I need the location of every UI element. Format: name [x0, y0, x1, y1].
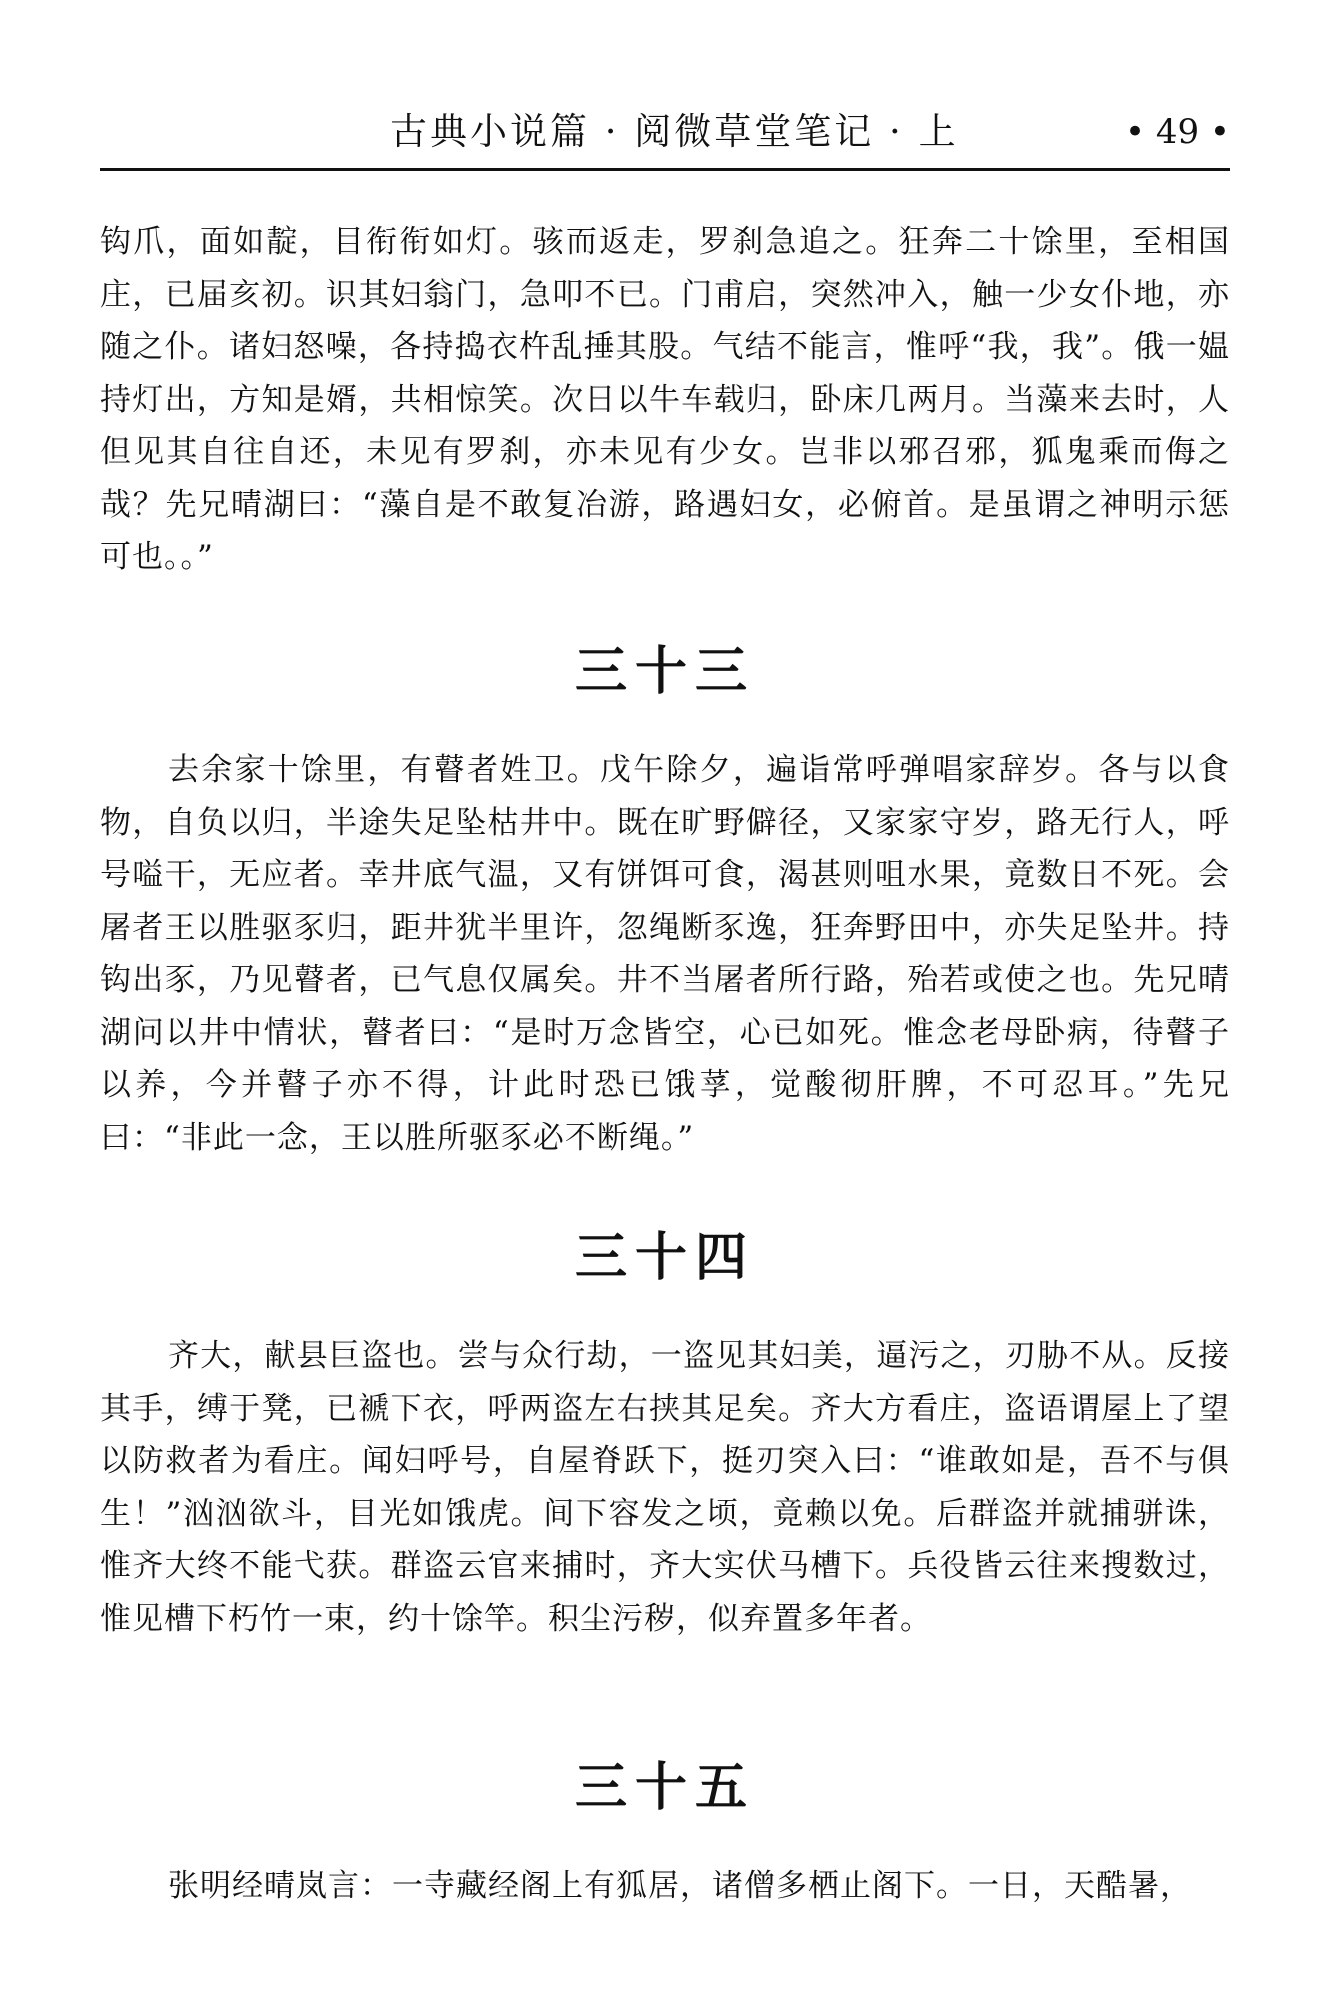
section-paragraph-33: 去余家十馀里，有瞽者姓卫。戊午除夕，遍诣常呼弹唱家辞岁。各与以食物，自负以归，半途失足坠枯井中。既在旷野僻径，又家家守岁，路无行人，呼号嗌干，无应者。幸井底气温，又有饼饵可食，渴甚则咀水果，竟数日不死。会屠者王以胜驱豕归，距井犹半里许，忽绳断豕逸，狂奔野田中，亦失足坠井。持钩出豕，乃见瞽者，已气息仅属矣。井不当屠者所行路，殆若或使之也。先兄晴湖问以井中情状，瞽者曰：“是时万念皆空，心已如死。惟念老母卧病，待瞽子以养，今并瞽子亦不得，计此时恐已饿莩，觉酸彻肝脾，不可忍耳。”先兄曰：“非此一念，王以胜所驱豕必不断绳。” [100, 752, 1230, 1156]
section-paragraph-35: 张明经晴岚言：一寺藏经阁上有狐居，诸僧多栖止阁下。一日，天酷暑， [168, 1868, 1192, 1904]
section-heading-35: 三十五 [574, 1758, 755, 1818]
book-page [100, 0, 1230, 1997]
header-rule [100, 168, 1230, 171]
running-header-title: 古典小说篇 · 阅微草堂笔记 · 上 [390, 110, 959, 153]
running-header [100, 108, 1230, 172]
section-heading-34: 三十四 [574, 1228, 755, 1288]
section-paragraph-34: 齐大，献县巨盗也。尝与众行劫，一盗见其妇美，逼污之，刃胁不从。反接其手，缚于凳，已褫下衣，呼两盗左右挟其足矣。齐大方看庄，盗语谓屋上了望以防救者为看庄。闻妇呼号，自屋脊跃下，挺刃突入曰：“谁敢如是，吾不与俱生！”汹汹欲斗，目光如饿虎。间下容发之顷，竟赖以免。后群盗并就捕骈诛，惟齐大终不能弋获。群盗云官来捕时，齐大实伏马槽下。兵役皆云往来搜数过，惟见槽下朽竹一束，约十馀竿。积尘污秽，似弃置多年者。 [100, 1338, 1230, 1637]
section-heading-33: 三十三 [574, 642, 755, 702]
continued-paragraph: 钩爪，面如靛，目衔衔如灯。骇而返走，罗刹急追之。狂奔二十馀里，至相国庄，已届亥初。识其妇翁门，急叩不已。门甫启，突然冲入，触一少女仆地，亦随之仆。诸妇怒噪，各持捣衣杵乱捶其股。气结不能言，惟呼“我，我”。俄一媪持灯出，方知是婿，共相惊笑。次日以牛车载归，卧床几两月。当藻来去时，人但见其自往自还，未见有罗刹，亦未见有少女。岂非以邪召邪，狐鬼乘而侮之哉？先兄晴湖曰：“藻自是不敢复冶游，路遇妇女，必俯首。是虽谓之神明示惩可也。。” [100, 224, 1230, 575]
page-number: • 49 • [1125, 112, 1230, 152]
